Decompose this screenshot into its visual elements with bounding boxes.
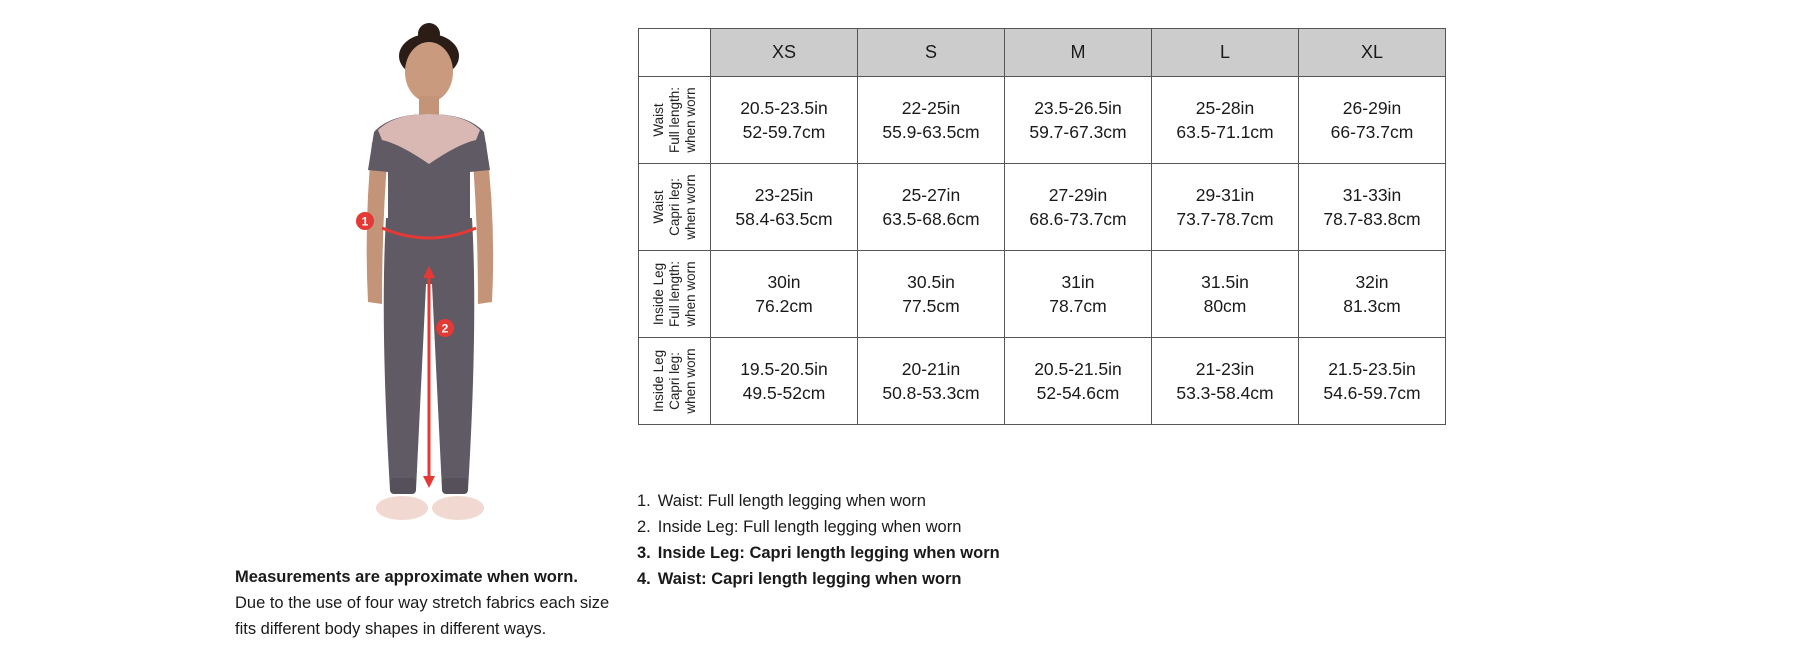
model-illustration [330,22,530,542]
cell-cm: 66-73.7cm [1330,122,1414,142]
cell-inches: 29-31in [1195,185,1255,205]
cell-cm: 52-59.7cm [742,122,826,142]
cell-cm: 58.4-63.5cm [735,209,833,229]
table-cell [711,251,858,338]
cell-cm: 68.6-73.7cm [1029,209,1127,229]
cell-cm: 52-54.6cm [1036,383,1120,403]
table-row-inside-leg-capri [639,338,1446,425]
table-cell [858,251,1005,338]
table-cell [1152,338,1299,425]
size-header-s: S [858,29,1005,77]
cell-inches: 21-23in [1195,359,1255,379]
size-chart-table [638,28,1446,425]
inside-leg-arrow-bottom [423,476,435,488]
left-ballet-shoe [376,496,428,520]
row-label-line: Full length: [666,260,682,328]
cell-inches: 30in [767,272,801,292]
table-cell [858,77,1005,164]
table-cell [1299,338,1446,425]
table-cell [1005,77,1152,164]
cell-inches: 27-29in [1048,185,1108,205]
row-label-waist-capri [639,164,711,251]
row-label-line: when worn [682,348,698,414]
legend-text: Inside Leg: Capri length legging when worn [657,544,1000,562]
legend-number: 1. [637,492,651,510]
size-header-xl: XL [1299,29,1446,77]
cell-inches: 30.5in [907,272,955,292]
cell-inches: 31.5in [1201,272,1249,292]
legend-text: Waist: Capri length legging when worn [657,570,962,588]
cell-inches: 20.5-23.5in [740,98,828,118]
right-cuff [442,478,468,494]
cell-inches: 23.5-26.5in [1034,98,1122,118]
table-cell [1152,77,1299,164]
row-label-line: Capri leg: [666,178,682,236]
legend-text: Inside Leg: Full length legging when worn [657,518,962,536]
model-figure [330,22,530,542]
size-header-row [639,29,1446,77]
table-cell [1299,77,1446,164]
row-label-line: Capri leg: [666,352,682,410]
cell-cm: 78.7cm [1049,296,1107,316]
legend-item [637,540,1000,566]
table-cell [1152,251,1299,338]
cell-inches: 20-21in [901,359,961,379]
row-label-line: Waist [650,103,666,137]
cell-cm: 76.2cm [755,296,813,316]
cell-inches: 23-25in [754,185,814,205]
row-label-line: when worn [682,87,698,153]
size-header-l: L [1152,29,1299,77]
caption-body: Due to the use of four way stretch fabrics each size fits different body shapes in different ways. [235,594,610,638]
cell-inches: 19.5-20.5in [740,359,828,379]
cell-cm: 54.6-59.7cm [1323,383,1421,403]
legend-item [637,566,1000,592]
cell-inches: 20.5-21.5in [1034,359,1122,379]
cell-inches: 21.5-23.5in [1328,359,1416,379]
legend-text: Waist: Full length legging when worn [657,492,926,510]
cell-cm: 55.9-63.5cm [882,122,980,142]
cell-cm: 81.3cm [1343,296,1401,316]
cell-cm: 63.5-71.1cm [1176,122,1274,142]
size-header-xs: XS [711,29,858,77]
left-cuff [390,478,416,494]
cell-inches: 32in [1355,272,1389,292]
cell-inches: 25-28in [1195,98,1255,118]
cell-cm: 49.5-52cm [742,383,826,403]
table-cell [1299,164,1446,251]
row-label-waist-full [639,77,711,164]
cell-cm: 59.7-67.3cm [1029,122,1127,142]
legend-number: 2. [637,518,651,536]
row-label-line: Inside Leg [650,262,666,326]
cell-cm: 80cm [1203,296,1247,316]
table-cell [858,164,1005,251]
table-cell [711,164,858,251]
table-row-inside-leg-full [639,251,1446,338]
hair-bun [418,23,440,45]
table-cell [1005,164,1152,251]
table-row-waist-full [639,77,1446,164]
cell-inches: 31-33in [1342,185,1402,205]
cell-inches: 25-27in [901,185,961,205]
caption-title: Measurements are approximate when worn. [235,568,578,586]
row-label-inside-leg-full [639,251,711,338]
legend-item [637,514,1000,540]
face-shape [405,42,453,102]
row-label-line: Inside Leg [650,349,666,413]
cell-cm: 77.5cm [902,296,960,316]
neck-shape [419,96,439,116]
table-cell [711,338,858,425]
cell-inches: 22-25in [901,98,961,118]
fit-caption [235,564,615,642]
legend-number: 3. [637,544,651,562]
cell-inches: 31in [1061,272,1095,292]
table-cell [1152,164,1299,251]
row-label-line: when worn [682,174,698,240]
table-row-waist-capri [639,164,1446,251]
table-cell [711,77,858,164]
table-cell [1005,251,1152,338]
right-ballet-shoe [432,496,484,520]
cell-cm: 73.7-78.7cm [1176,209,1274,229]
row-label-line: Full length: [666,86,682,154]
row-label-line: Waist [650,190,666,224]
table-corner-cell [639,29,711,77]
row-label-line: when worn [682,261,698,327]
table-cell [1005,338,1152,425]
cell-cm: 63.5-68.6cm [882,209,980,229]
marker-1-label: 1 [361,214,369,229]
size-header-m: M [1005,29,1152,77]
cell-inches: 26-29in [1342,98,1402,118]
cell-cm: 53.3-58.4cm [1176,383,1274,403]
legend-item [637,488,1000,514]
cell-cm: 50.8-53.3cm [882,383,980,403]
marker-2-label: 2 [441,321,449,336]
cell-cm: 78.7-83.8cm [1323,209,1421,229]
measurement-legend [637,488,1000,592]
row-label-inside-leg-capri [639,338,711,425]
table-cell [1299,251,1446,338]
legend-number: 4. [637,570,651,588]
table-cell [858,338,1005,425]
